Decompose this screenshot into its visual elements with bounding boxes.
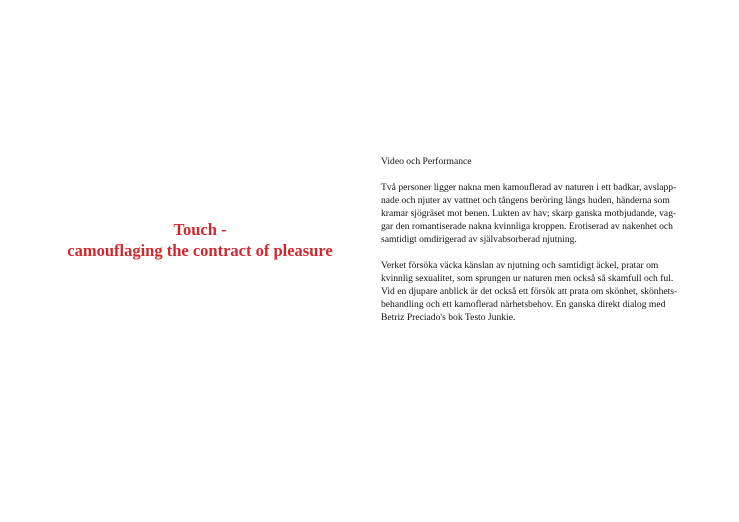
paragraph-2-line: kvinnlig sexualitet, som sprungen ur naturen men också så skamfull och ful. [381,273,674,284]
paragraph-2-line: behandling och ett kamoflerad närhetsbehov. En ganska direkt dialog med [381,299,666,310]
work-title [40,219,360,261]
paragraph-1-line: Två personer ligger nakna men kamouflerad av naturen i ett badkar, avslapp- [381,182,677,193]
paragraph-spacer [381,168,721,181]
paragraph-2-line: Vid en djupare anblick är det också ett försök att prata om skönhet, skönhets- [381,286,678,297]
paragraph-1-line: kramar sjögräset mot benen. Lukten av hav; skarp ganska motbjudande, vag- [381,208,677,219]
paragraph-2-line: Verket försöka väcka känslan av njutning och samtidigt äckel, pratar om [381,260,659,271]
paragraph-1 [381,181,721,246]
paragraph-1-line: nade och njuter av vattnet och tångens beröring längs huden, händerna som [381,195,670,206]
paragraph-2 [381,259,721,324]
paragraph-spacer [381,246,721,259]
description-column [381,155,721,324]
work-title-line-2: camouflaging the contract of pleasure [67,241,333,260]
medium-subtitle: Video och Performance [381,156,472,167]
work-title-line-1: Touch - [173,220,227,239]
paragraph-1-line: samtidigt omdirigerad av självabsorberad njutning. [381,234,577,245]
paragraph-1-line: gar den romantiserade nakna kvinnliga kroppen. Erotiserad av nakenhet och [381,221,673,232]
paragraph-2-line: Betriz Preciado's bok Testo Junkie. [381,312,516,323]
